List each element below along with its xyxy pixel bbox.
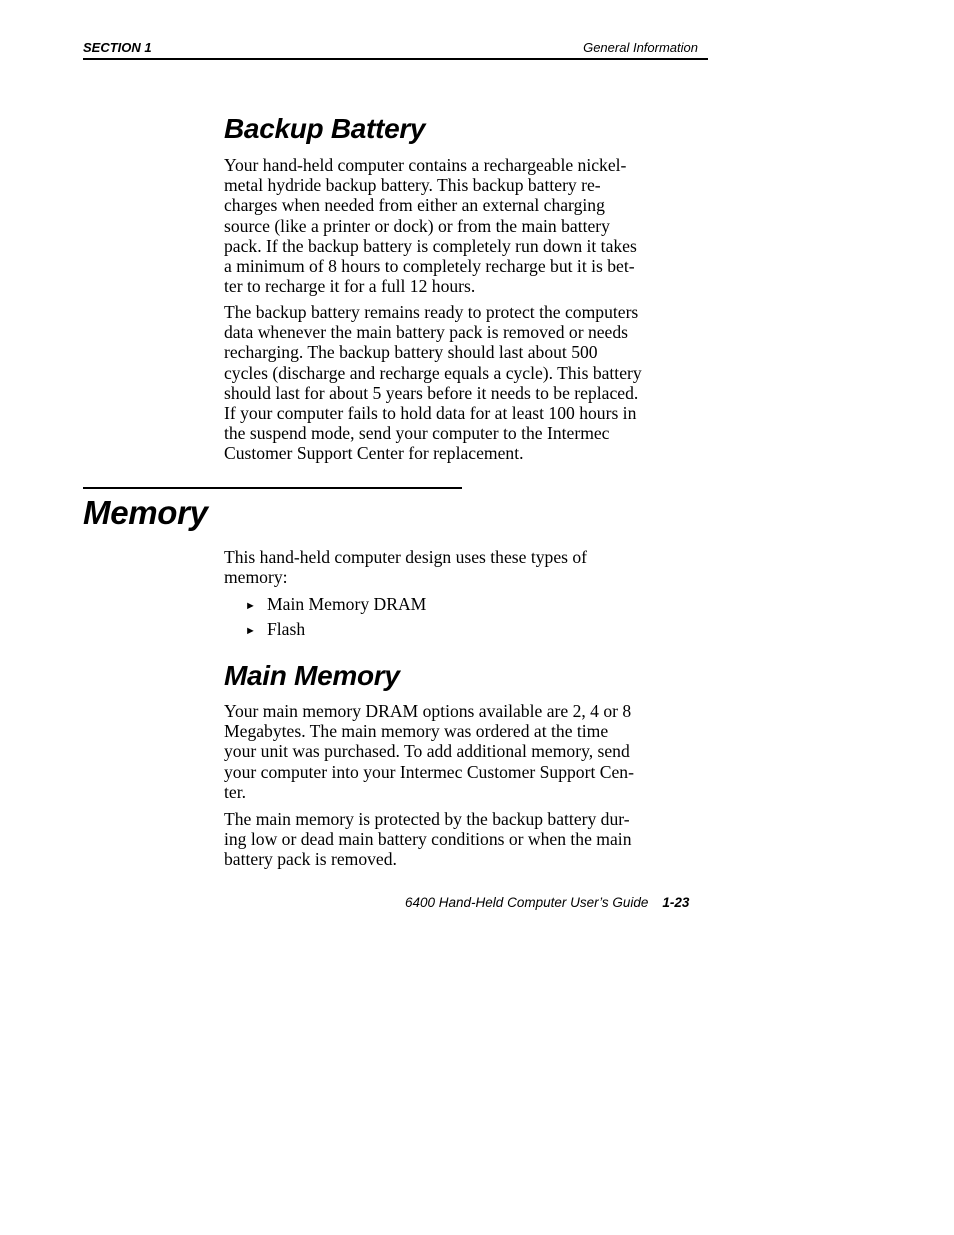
- text-line: the suspend mode, send your computer to the Intermec: [224, 423, 610, 444]
- running-header: [83, 40, 708, 60]
- text-line: your computer into your Intermec Customer Support Cen-: [224, 761, 634, 782]
- text-line: ing low or dead main battery conditions or when the main: [224, 829, 632, 850]
- text-line: source (like a printer or dock) or from the main battery: [224, 215, 610, 236]
- text-line: Megabytes. The main memory was ordered at the time: [224, 721, 609, 742]
- main-memory-heading: Main Memory: [224, 660, 400, 691]
- backup-battery-paragraph-2: [224, 302, 709, 464]
- text-line: Customer Support Center for replacement.: [224, 443, 524, 464]
- text-line: pack. If the backup battery is completely run down it takes: [224, 235, 637, 256]
- text-line: a minimum of 8 hours to completely recharge but it is bet-: [224, 256, 635, 277]
- list-item-label: Flash: [267, 619, 306, 639]
- section-divider: [83, 487, 462, 489]
- section-label: SECTION 1: [83, 40, 152, 55]
- page-number: 1-23: [662, 895, 690, 910]
- main-memory-paragraph-1: [224, 701, 709, 802]
- text-line: should last for about 5 years before it needs to be replaced.: [224, 382, 639, 403]
- text-line: ter to recharge it for a full 12 hours.: [224, 276, 476, 297]
- text-line: metal hydride backup battery. This backup battery re-: [224, 175, 601, 196]
- text-line: Your main memory DRAM options available are 2, 4 or 8: [224, 701, 632, 721]
- chapter-title: General Information: [583, 40, 698, 55]
- list-item: [245, 594, 426, 616]
- text-line: cycles (discharge and recharge equals a cycle). This battery: [224, 362, 642, 383]
- text-line: battery pack is removed.: [224, 849, 397, 870]
- memory-intro: [224, 547, 709, 587]
- backup-battery-heading: Backup Battery: [224, 113, 426, 144]
- list-item-label: Main Memory DRAM: [267, 594, 427, 614]
- memory-heading: Memory: [83, 494, 208, 531]
- guide-title: 6400 Hand-Held Computer User’s Guide: [405, 895, 649, 910]
- text-line: Your hand-held computer contains a rechargeable nickel-: [224, 155, 627, 175]
- backup-battery-paragraph-1: [224, 155, 709, 296]
- text-line: ter.: [224, 781, 246, 802]
- page-footer: [405, 895, 689, 910]
- text-line: memory:: [224, 567, 288, 588]
- text-line: charges when needed from either an external charging: [224, 195, 605, 216]
- text-line: The backup battery remains ready to protect the computers: [224, 302, 639, 322]
- text-line: This hand-held computer design uses these types of: [224, 547, 588, 567]
- text-line: your unit was purchased. To add additional memory, send: [224, 741, 630, 762]
- text-line: data whenever the main battery pack is removed or needs: [224, 322, 629, 343]
- text-line: recharging. The backup battery should last about 500: [224, 342, 598, 363]
- text-line: If your computer fails to hold data for at least 100 hours in: [224, 403, 637, 424]
- list-item: [245, 619, 305, 641]
- text-line: The main memory is protected by the backup battery dur-: [224, 809, 630, 829]
- right-triangle-arrow-icon: ►: [245, 600, 256, 612]
- right-triangle-arrow-icon: ►: [245, 625, 256, 637]
- main-memory-paragraph-2: [224, 809, 709, 870]
